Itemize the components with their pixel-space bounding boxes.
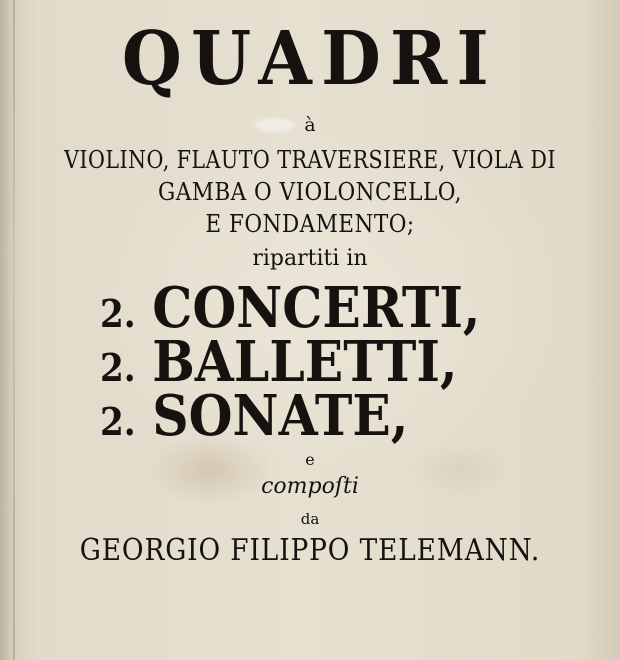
ripartiti-text: ripartiti in [252, 246, 368, 271]
group-name: CONCERTI, [152, 275, 481, 341]
group-name: BALLETTI, [152, 329, 458, 395]
group-number: 2. [100, 291, 136, 336]
composer-name: GEORGIO FILIPPO TELEMANN. [79, 533, 541, 568]
da-text: da [300, 510, 320, 528]
composti-text: compoſti [261, 474, 359, 499]
document-title: QUADRI [121, 16, 499, 102]
group-row-sonate [100, 383, 409, 449]
instrument-line-3: E FONDAMENTO; [205, 210, 415, 238]
group-number: 2. [100, 399, 136, 444]
instrument-line-1: VIOLINO, FLAUTO TRAVERSIERE, VIOLA DI [64, 146, 556, 174]
group-row-concerti [100, 275, 481, 341]
group-row-balletti [100, 329, 458, 395]
instrument-line-2: GAMBA O VIOLONCELLO, [158, 178, 462, 206]
paper-fold [13, 0, 15, 660]
preposition-a: à [304, 114, 316, 136]
group-number: 2. [100, 345, 136, 390]
group-name: SONATE, [152, 383, 409, 449]
conjunction-e: e [305, 450, 315, 469]
